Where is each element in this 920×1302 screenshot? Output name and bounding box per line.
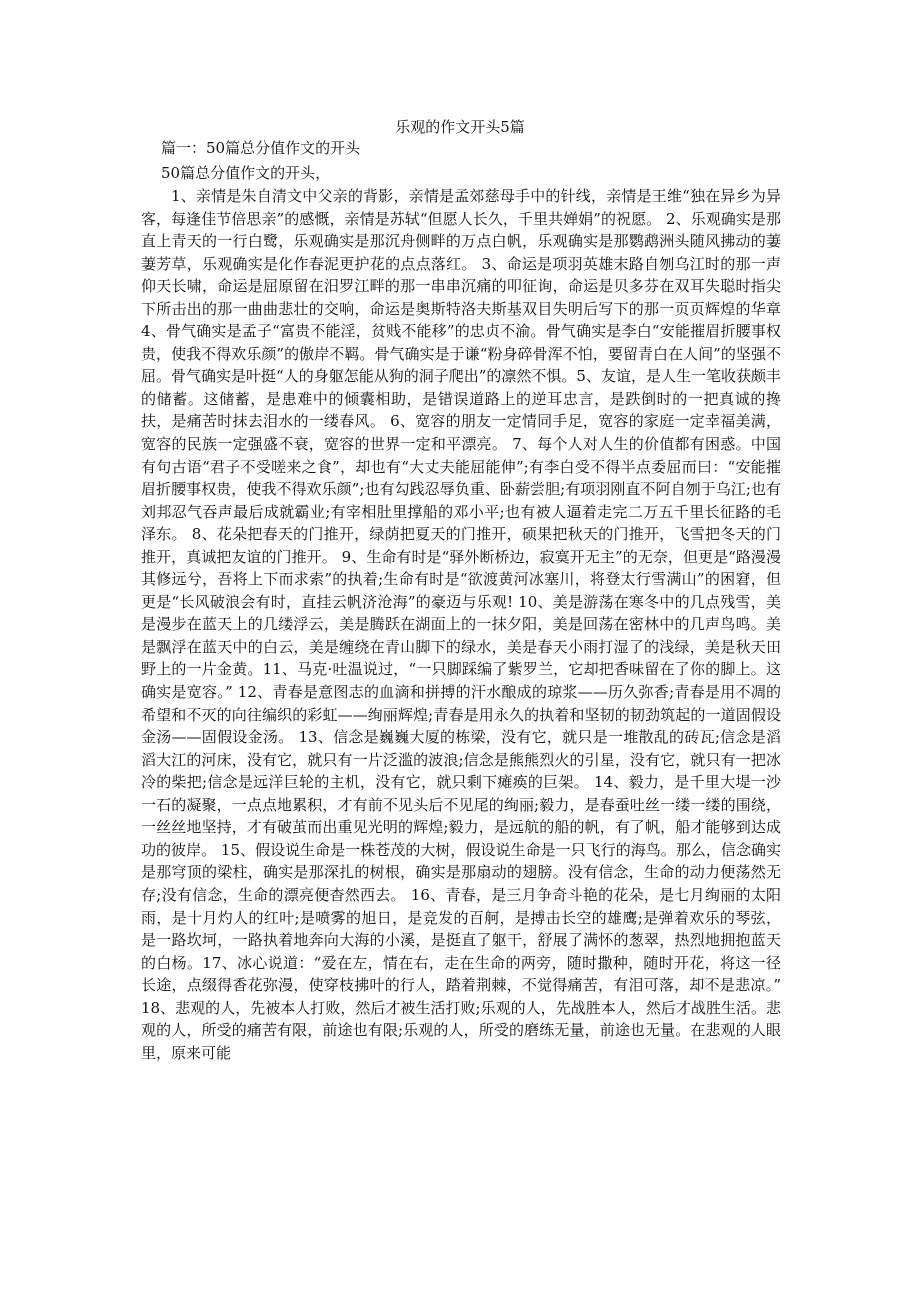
document-title: 乐观的作文开头5篇 [395,118,525,136]
body-paragraph: 1、亲情是朱自清文中父亲的背影，亲情是孟郊慈母手中的针线，亲情是王维“独在异乡为异客，每逢佳节倍思亲”的感慨，亲情是苏轼“但愿人长久，千里共婵娟”的祝愿。 2、乐观确实是那直上青天的一行白鹭，乐观确实是那沉舟侧畔的万点白帆，乐观确实是那鹦鹉洲头随风拂动的萋萋芳草，乐观确实是化作春泥更护花的点点落红。 3、命运是项羽英雄末路自刎乌江时的那一声仰天长啸，命运是屈原留在汨罗江畔的那一串串沉痛的叩征询，命运是贝多芬在双耳失聪时指尖下所击出的那一曲曲悲壮的交响，命运是奥斯特洛夫斯基双目失明后写下的那一页页辉煌的华章 4、骨气确实是孟子“富贵不能淫，贫贱不能移”的忠贞不渝。骨气确实是李白“安能摧眉折腰事权贵，使我不得欢乐颜”的傲岸不羁。骨气确实是于谦“粉身碎骨浑不怕，要留青白在人间”的坚强不屈。骨气确实是叶挺“人的身躯怎能从狗的洞子爬出”的凛然不惧。5、友谊，是人生一笔收获颇丰的储蓄。这储蓄，是患难中的倾囊相助，是错误道路上的逆耳忠言，是跌倒时的一把真诚的搀扶，是痛苦时抹去泪水的一缕春风。 6、宽容的朋友一定情同手足，宽容的家庭一定幸福美满，宽容的民族一定强盛不衰，宽容的世界一定和平漂亮。 7、每个人对人生的价值都有困惑。中国有句古语“君子不受嗟来之食”，却也有“大丈夫能屈能伸”;有李白受不得半点委屈而曰：“安能摧眉折腰事权贵，使我不得欢乐颜”;也有勾践忍辱负重、卧薪尝胆;有项羽刚直不阿自刎于乌江;也有刘邦忍气吞声最后成就霸业;有宰相肚里撑船的邓小平;也有被人逼着走完二万五千里长征路的毛泽东。 8、花朵把春天的门推开，绿荫把夏天的门推开，硕果把秋天的门推开，飞雪把冬天的门推开，真诚把友谊的门推开。 9、生命有时是“驿外断桥边，寂寞开无主”的无奈，但更是“路漫漫其修远兮，吾将上下而求索”的执着;生命有时是“欲渡黄河冰塞川，将登太行雪满山”的困窘，但更是“长风破浪会有时，直挂云帆济沧海”的豪迈与乐观! 10、美是游荡在寒冬中的几点残雪，美是漫步在蓝天上的几缕浮云，美是腾跃在湖面上的一抹夕阳，美是回荡在密林中的几声鸟鸣。美是飘浮在蓝天中的白云，美是缠绕在青山脚下的绿水，美是春天小雨打湿了的浅绿，美是秋天田野上的一片金黄。11、马克·吐温说过，“一只脚踩编了紫罗兰，它却把香味留在了你的脚上。这确实是宽容。” 12、青春是意图志的血滴和拼搏的汗水酿成的琼浆——历久弥香;青春是用不凋的希望和不灭的向往编织的彩虹——绚丽辉煌;青春是用永久的执着和坚韧的韧劲筑起的一道固假设金汤——固假设金汤。 13、信念是巍巍大厦的栋梁，没有它，就只是一堆散乱的砖瓦;信念是滔滔大江的河床，没有它，就只有一片泛滥的波浪;信念是熊熊烈火的引星，没有它，就只有一把冰冷的柴把;信念是远洋巨轮的主机，没有它，就只剩下瘫痪的巨架。 14、毅力，是千里大堤一沙一石的凝聚，一点点地累积，才有前不见头后不见尾的绚丽;毅力，是春蚕吐丝一缕一缕的围绕，一丝丝地坚持，才有破茧而出重见光明的辉煌;毅力，是远航的船的帆，有了帆，船才能够到达成功的彼岸。 15、假设说生命是一株苍茂的大树，假设说生命是一只飞行的海鸟。那么，信念确实是那穹顶的梁柱，确实是那深扎的树根，确实是那扇动的翅膀。没有信念，生命的动力便荡然无存;没有信念，生命的漂亮便杳然西去。 16、青春，是三月争奇斗艳的花朵，是七月绚丽的太阳雨，是十月灼人的红叶;是喷雾的旭日，是竞发的百舸，是搏击长空的雄鹰;是弹着欢乐的琴弦，是一路坎坷，一路执着地奔向大海的小溪，是挺直了躯干，舒展了满怀的葱翠，热烈地拥抱蓝天的白杨。17、冰心说道：“爱在左，情在右，走在生命的两旁，随时撒种，随时开花，将这一径长途，点缀得香花弥漫，使穿枝拂叶的行人，踏着荆棘，不觉得痛苦，有泪可落，却不是悲凉。” 18、悲观的人，先被本人打败，然后才被生活打败;乐观的人，先战胜本人，然后才战胜生活。悲观的人，所受的痛苦有限，前途也有限;乐观的人，所受的磨练无量，前途也无量。在悲观的人眼里，原来可能 [141,187,781,1062]
lead-line: 50篇总分值作文的开头， [161,164,331,182]
section-heading: 篇一：50篇总分值作文的开头 [161,139,361,157]
